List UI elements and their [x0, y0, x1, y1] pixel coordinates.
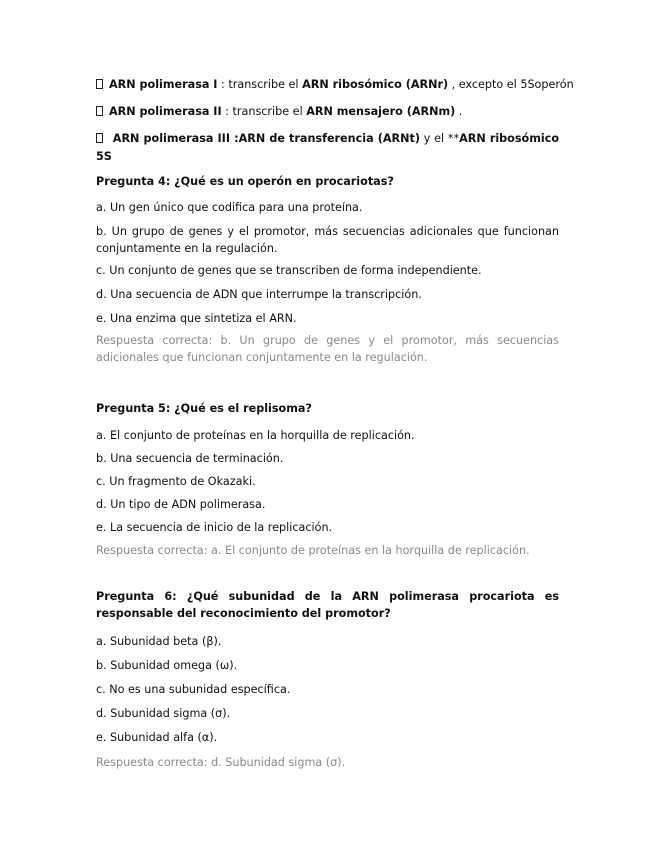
question-4-option-b: b. Un grupo de genes y el promotor, más secuencias adicionales que funcionan conjuntamente en la regulación. [96, 225, 559, 255]
bullet-item-arn-polimerasa-ii [96, 103, 559, 121]
bullet-bold-term: ARN ribosómico 5S [96, 132, 560, 163]
question-5-title: Pregunta 5: ¿Qué es el replisoma? [96, 402, 312, 415]
question-4-option-c: c. Un conjunto de genes que se transcriben de forma independiente. [96, 264, 482, 277]
question-4-option-e: e. Una enzima que sintetiza el ARN. [96, 312, 297, 325]
bullet-square-icon [96, 133, 103, 143]
bullet-text: y el [419, 132, 448, 145]
question-4-option-a: a. Un gen único que codifica para una proteína. [96, 201, 363, 214]
bullet-text: : transcribe el [221, 105, 307, 118]
bullet-bold-term: ARN ribosómico (ARNr) [302, 78, 449, 91]
bullet-item-arn-polimerasa-i [96, 76, 574, 94]
question-4-title: Pregunta 4: ¿Qué es un operón en procariotas? [96, 175, 394, 188]
bullet-text: . [455, 105, 463, 118]
bullet-bold-term: ARN mensajero (ARNm) [306, 105, 456, 118]
question-5-option-a: a. El conjunto de proteínas en la horquilla de replicación. [96, 429, 415, 442]
question-4-answer: Respuesta correcta: b. Un grupo de genes y el promotor, más secuencias adicionales que funcionan conjuntamente en la regulación. [96, 334, 559, 364]
question-5-option-c: c. Un fragmento de Okazaki. [96, 475, 256, 488]
bullet-bold-term: ARN polimerasa III :ARN de transferencia (ARNt) [112, 132, 420, 145]
question-6-option-a: a. Subunidad beta (β). [96, 635, 222, 648]
question-6-title: Pregunta 6: ¿Qué subunidad de la ARN polimerasa procariota es responsable del reconocimiento del promotor? [96, 590, 559, 620]
question-5-option-d: d. Un tipo de ADN polimerasa. [96, 498, 266, 511]
question-5-option-b: b. Una secuencia de terminación. [96, 452, 284, 465]
question-6-option-e: e. Subunidad alfa (α). [96, 731, 218, 744]
bullet-text: : transcribe el [217, 78, 303, 91]
bullet-square-icon [96, 79, 103, 89]
question-6-option-b: b. Subunidad omega (ω). [96, 659, 238, 672]
question-6-option-d: d. Subunidad sigma (σ). [96, 707, 231, 720]
bullet-bold-term: ARN polimerasa II [109, 105, 222, 118]
bullet-item-arn-polimerasa-iii [96, 130, 560, 163]
question-5-answer: Respuesta correcta: a. El conjunto de proteínas en la horquilla de replicación. [96, 544, 530, 557]
bullet-bold-term: ARN polimerasa I [109, 78, 218, 91]
bullet-text: , excepto el 5Soperón [448, 78, 574, 91]
question-5-option-e: e. La secuencia de inicio de la replicación. [96, 521, 333, 534]
question-6-option-c: c. No es una subunidad específica. [96, 683, 291, 696]
bullet-mark: ** [447, 132, 460, 145]
question-6-answer: Respuesta correcta: d. Subunidad sigma (σ). [96, 756, 346, 769]
question-4-option-d: d. Una secuencia de ADN que interrumpe la transcripción. [96, 288, 422, 301]
bullet-square-icon [96, 106, 103, 116]
